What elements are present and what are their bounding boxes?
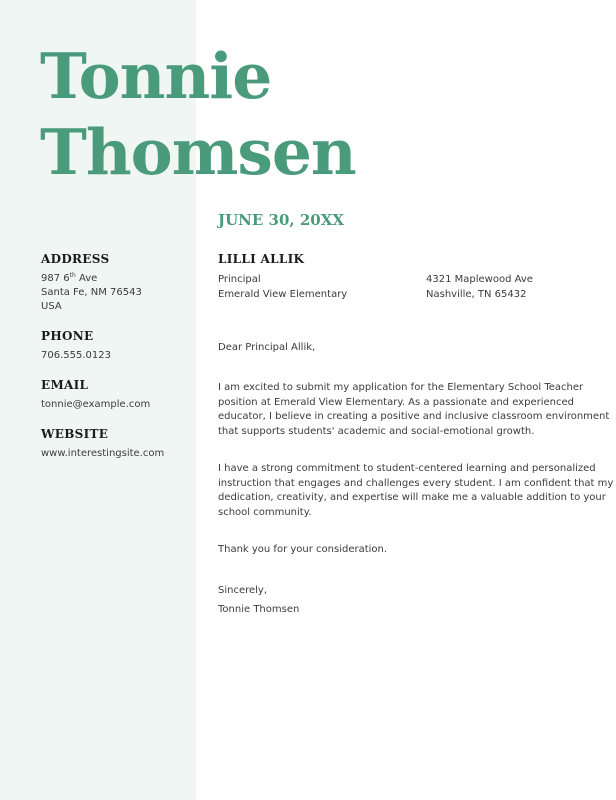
address-city: Santa Fe, NM 76543 [41,287,142,298]
paragraph-2-line: instruction that engages and challenges every student. I am confident that my [218,477,614,489]
street-name: Ave [75,273,98,284]
address-heading: ADDRESS [41,252,110,266]
last-name: Thomsen [40,115,356,189]
address-country: USA [41,301,62,312]
recipient-details [218,273,347,302]
paragraph-1-line: that supports students' academic and social-emotional growth. [218,425,535,437]
salutation: Dear Principal Allik, [218,342,316,353]
applicant-name [40,38,356,190]
paragraph-2 [218,462,614,520]
phone-value: 706.555.0123 [41,350,111,361]
recipient-address [426,273,533,302]
paragraph-2-line: I have a strong commitment to student-centered learning and personalized [218,463,596,474]
website-section [41,427,191,461]
paragraph-2-line: dedication, creativity, and expertise will make me a valuable addition to your [218,492,606,503]
website-heading: WEBSITE [41,427,109,441]
letter-date: JUNE 30, 20XX [218,211,345,229]
paragraph-2-line: school community. [218,506,312,518]
first-name: Tonnie [40,39,272,113]
phone-heading: PHONE [41,329,94,343]
address-section [41,252,191,314]
recipient-title: Principal [218,274,261,285]
contact-sidebar [41,252,191,476]
phone-section [41,329,191,363]
street-suffix: th [69,272,76,279]
email-value: tonnie@example.com [41,399,151,410]
paragraph-1 [218,381,610,439]
paragraph-1-line: I am excited to submit my application for the Elementary School Teacher [218,382,584,393]
paragraph-1-line: educator, I believe in creating a positive and inclusive classroom environment [218,411,610,422]
address-street [41,272,191,286]
street-number: 987 6 [41,273,70,284]
website-value: www.interestingsite.com [41,448,165,459]
closing-thanks: Thank you for your consideration. [218,544,388,555]
recipient-organization: Emerald View Elementary [218,288,348,300]
recipient-name: LILLI ALLIK [218,252,305,266]
signature-name: Tonnie Thomsen [218,604,300,615]
address-text [41,272,191,314]
paragraph-1-line: position at Emerald View Elementary. As a passionate and experienced [218,396,574,408]
email-heading: EMAIL [41,378,89,392]
email-section [41,378,191,412]
recipient-city: Nashville, TN 65432 [426,288,527,300]
recipient-street: 4321 Maplewood Ave [426,274,533,285]
sign-off: Sincerely, [218,585,268,596]
